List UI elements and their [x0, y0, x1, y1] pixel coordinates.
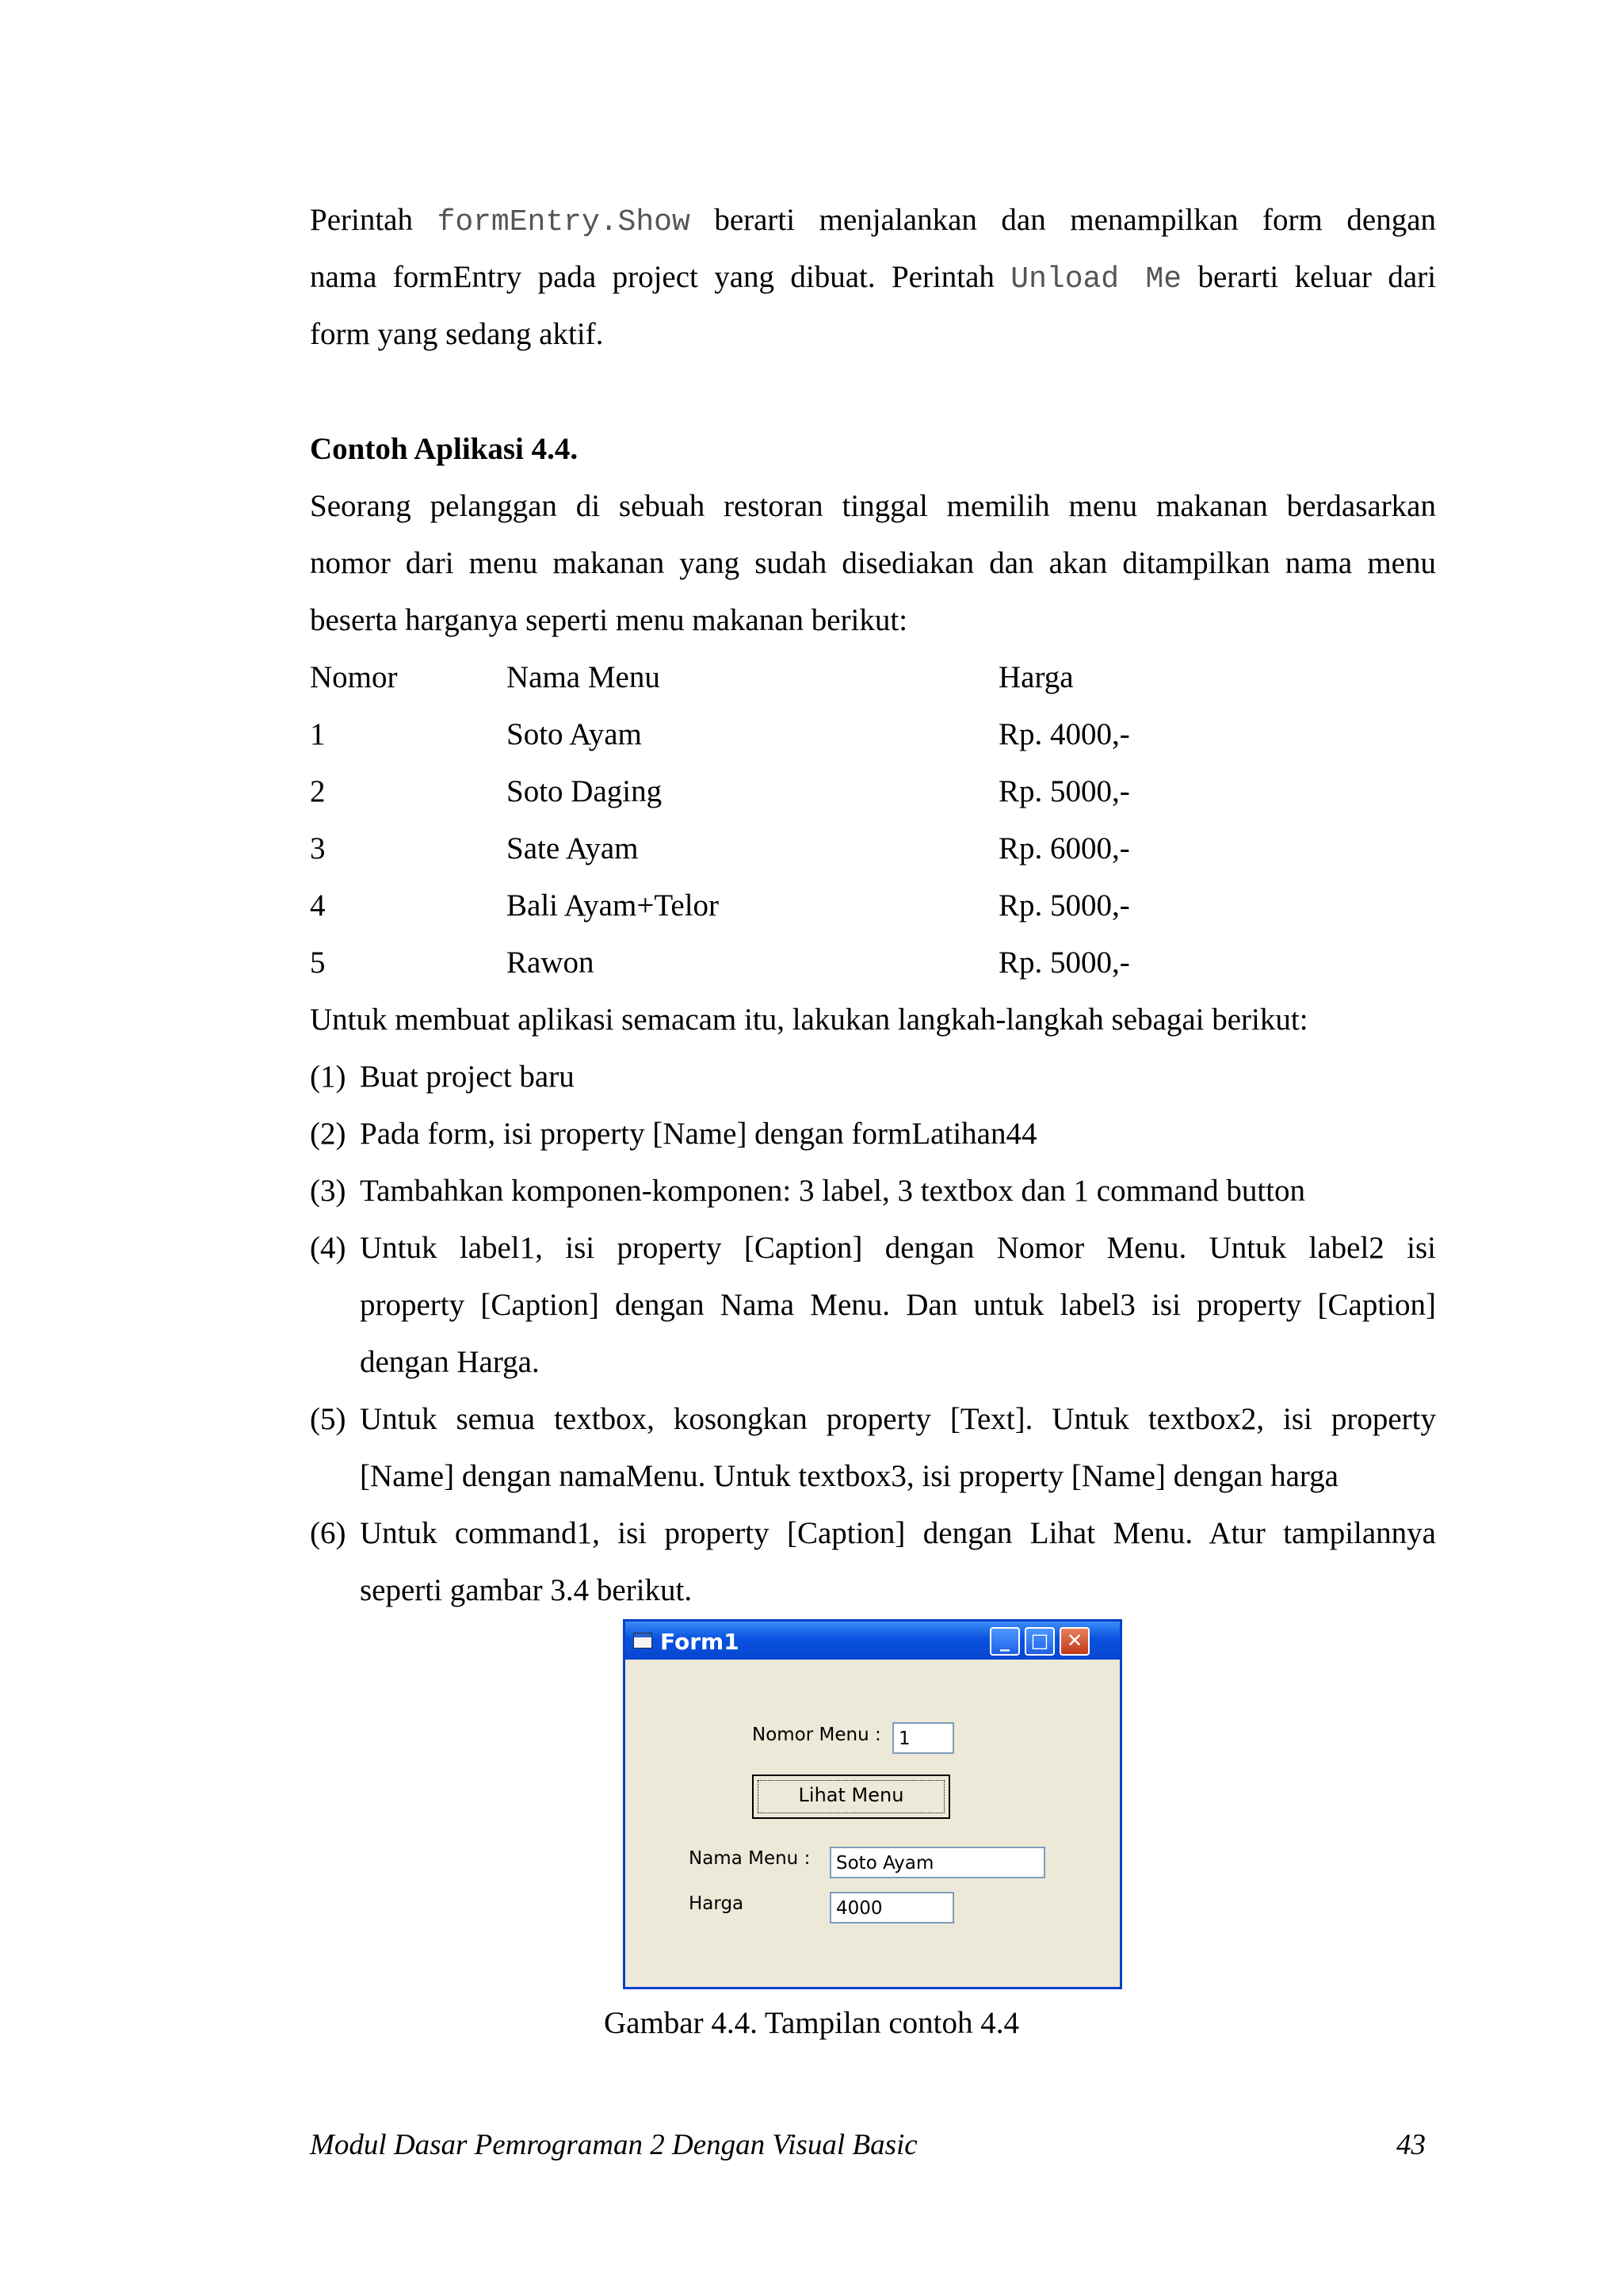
figure-caption: Gambar 4.4. Tampilan contoh 4.4 — [603, 2006, 1020, 2040]
cell-harga: Rp. 4000,- — [999, 717, 1130, 751]
step-item — [310, 1163, 1436, 1220]
header-nama-menu: Nama Menu — [506, 660, 660, 694]
text: Perintah — [310, 203, 413, 237]
paragraph-line: beserta harganya seperti menu makanan berikut: — [310, 603, 908, 637]
cell-harga: Rp. 5000,- — [999, 946, 1130, 980]
section-heading: Contoh Aplikasi 4.4. — [310, 432, 579, 466]
page-number: 43 — [1396, 2129, 1426, 2161]
text: nama formEntry pada project yang dibuat. Perintah — [310, 260, 995, 294]
label-harga: Harga — [689, 1893, 744, 1914]
step-number: (6) — [310, 1516, 346, 1550]
step-item — [310, 1106, 1436, 1163]
step-text: dengan Harga. — [360, 1345, 540, 1379]
paragraph-line: form yang sedang aktif. — [310, 317, 604, 351]
step-number: (5) — [310, 1402, 346, 1436]
step-item — [310, 1220, 1436, 1391]
code-inline: formEntry.Show — [437, 205, 690, 239]
step-item — [310, 1391, 1436, 1505]
step-number: (4) — [310, 1231, 346, 1265]
paragraph-line — [310, 192, 1436, 251]
step-text: Untuk label1, isi property [Caption] dengan Nomor Menu. Untuk label2 isi — [360, 1231, 1436, 1265]
label-nama-menu: Nama Menu : — [689, 1848, 811, 1869]
minimize-button[interactable]: _ — [990, 1627, 1020, 1656]
text: berarti keluar dari — [1197, 260, 1437, 294]
footer-title: Modul Dasar Pemrograman 2 Dengan Visual Basic — [310, 2129, 918, 2161]
step-text: property [Caption] dengan Nama Menu. Dan untuk label3 isi property [Caption] — [360, 1288, 1436, 1322]
window-title: Form1 — [660, 1629, 739, 1655]
lihat-menu-button[interactable]: Lihat Menu — [752, 1775, 950, 1819]
step-text: [Name] dengan namaMenu. Untuk textbox3, isi property [Name] dengan harga — [360, 1459, 1338, 1493]
paragraph-line: nomor dari menu makanan yang sudah disediakan dan akan ditampilkan nama menu — [310, 546, 1436, 580]
step-number: (2) — [310, 1117, 346, 1151]
step-item — [310, 1049, 1436, 1106]
form1-window — [623, 1619, 1122, 1989]
step-text: seperti gambar 3.4 berikut. — [360, 1573, 693, 1607]
cell-nomor: 5 — [310, 946, 326, 980]
step-text: Pada form, isi property [Name] dengan formLatihan44 — [360, 1117, 1037, 1151]
step-text: Untuk semua textbox, kosongkan property [Text]. Untuk textbox2, isi property — [360, 1402, 1436, 1436]
title-bar[interactable] — [625, 1622, 1120, 1660]
harga-textbox[interactable]: 4000 — [830, 1892, 954, 1924]
nama-menu-textbox[interactable]: Soto Ayam — [830, 1847, 1045, 1878]
cell-nama: Rawon — [506, 946, 594, 980]
steps-intro: Untuk membuat aplikasi semacam itu, lakukan langkah-langkah sebagai berikut: — [310, 1003, 1308, 1037]
cell-nama: Soto Ayam — [506, 717, 642, 751]
cell-harga: Rp. 5000,- — [999, 888, 1130, 923]
form-icon — [633, 1633, 652, 1648]
close-button[interactable]: ✕ — [1060, 1627, 1090, 1656]
step-text: Tambahkan komponen-komponen: 3 label, 3 textbox dan 1 command button — [360, 1174, 1306, 1208]
paragraph-line — [310, 249, 1436, 308]
header-nomor: Nomor — [310, 660, 398, 694]
nomor-menu-textbox[interactable]: 1 — [892, 1722, 954, 1754]
paragraph-line: Seorang pelanggan di sebuah restoran tinggal memilih menu makanan berdasarkan — [310, 489, 1436, 523]
code-inline: Unload Me — [1010, 262, 1182, 296]
cell-nama: Sate Ayam — [506, 831, 639, 865]
cell-harga: Rp. 5000,- — [999, 774, 1130, 808]
cell-nomor: 1 — [310, 717, 326, 751]
step-text: Buat project baru — [360, 1060, 575, 1094]
cell-nomor: 2 — [310, 774, 326, 808]
cell-nomor: 3 — [310, 831, 326, 865]
maximize-button[interactable]: □ — [1025, 1627, 1055, 1656]
step-item — [310, 1505, 1436, 1619]
text: berarti menjalankan dan menampilkan form dengan — [714, 203, 1437, 237]
header-harga: Harga — [999, 660, 1074, 694]
cell-harga: Rp. 6000,- — [999, 831, 1130, 865]
cell-nomor: 4 — [310, 888, 326, 923]
cell-nama: Soto Daging — [506, 774, 663, 808]
step-text: Untuk command1, isi property [Caption] dengan Lihat Menu. Atur tampilannya — [360, 1516, 1436, 1550]
label-nomor-menu: Nomor Menu : — [752, 1725, 881, 1745]
step-number: (3) — [310, 1174, 346, 1208]
cell-nama: Bali Ayam+Telor — [506, 888, 720, 923]
step-number: (1) — [310, 1060, 346, 1094]
